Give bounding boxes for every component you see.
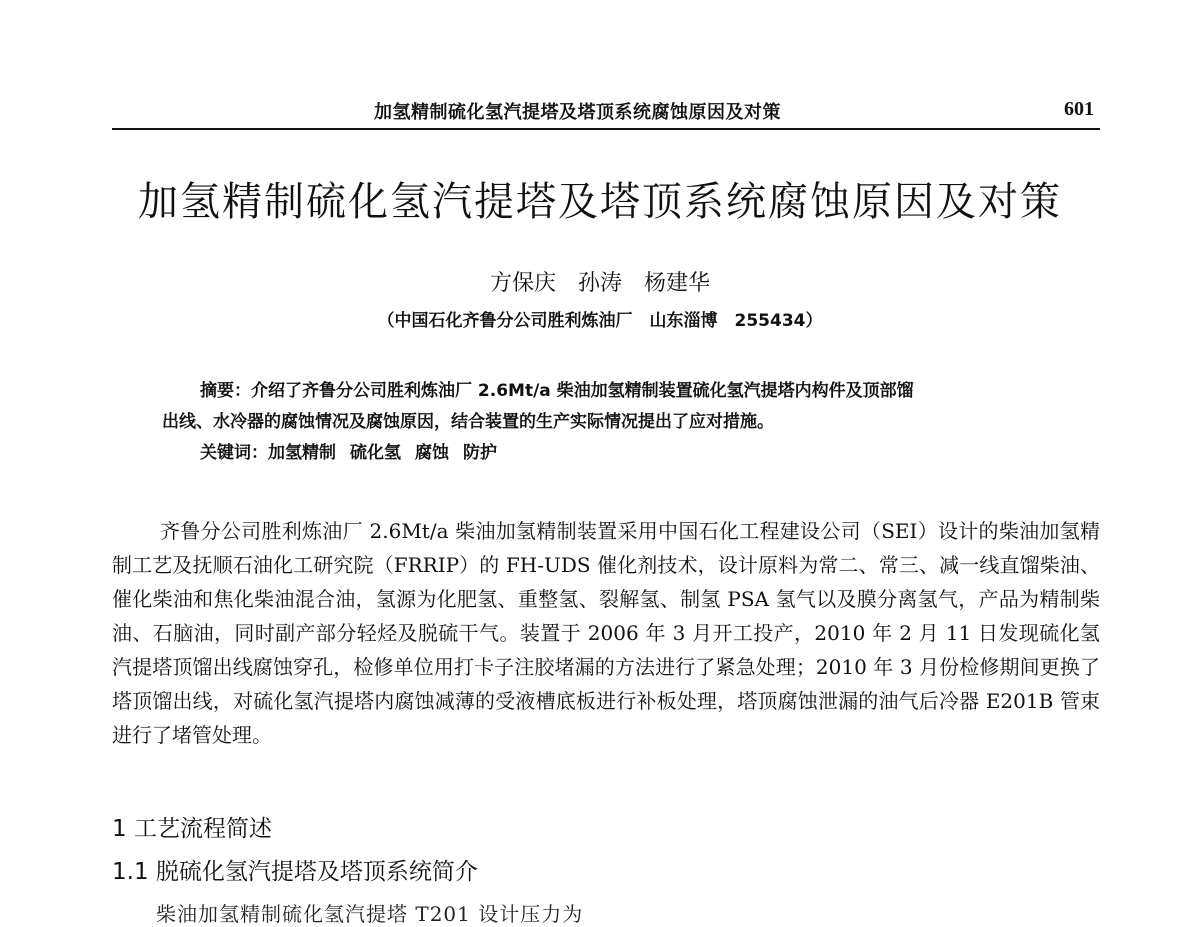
abstract-first-line xyxy=(162,376,1062,407)
truncated-text-line xyxy=(156,896,1056,926)
abstract-text-1: 介绍了齐鲁分公司胜利炼油厂 2.6Mt/a 柴油加氢精制装置硫化氢汽提塔内构件及顶部馏 xyxy=(251,381,914,401)
keyword: 硫化氢 xyxy=(350,443,401,463)
intro-paragraph: 齐鲁分公司胜利炼油厂 2.6Mt/a 柴油加氢精制装置采用中国石化工程建设公司（SEI）设计的柴油加氢精制工艺及抚顺石油化工研究院（FRRIP）的 FH-UDS 催化剂技术，设计原料为常二、常三、减一线直馏柴油、催化柴油和焦化柴油混合油，氢源为化肥氢、重整氢、裂解氢、制氢 PSA 氢气以及膜分离氢气，产品为精制柴油、石脑油，同时副产部分轻烃及脱硫干气。装置于 2006 年 3 月开工投产，2010 年 2 月 11 日发现硫化氢汽提塔顶馏出线腐蚀穿孔，检修单位用打卡子注胶堵漏的方法进行了紧急处理；2010 年 3 月份检修期间更换了塔顶馏出线，对硫化氢汽提塔内腐蚀减薄的受液槽底板进行补板处理，塔顶腐蚀泄漏的油气后冷器 E201B 管束进行了堵管处理。 xyxy=(112,519,1100,747)
section-heading-1: 1 工艺流程简述 xyxy=(112,816,272,842)
abstract-block xyxy=(162,376,1062,469)
abstract-label: 摘要： xyxy=(200,381,251,401)
truncated-text: 柴油加氢精制硫化氢汽提塔 T201 设计压力为 xyxy=(156,902,584,926)
keywords-line xyxy=(162,438,1062,469)
article-title: 加氢精制硫化氢汽提塔及塔顶系统腐蚀原因及对策 xyxy=(138,179,1062,225)
section-heading-1-1: 1.1 脱硫化氢汽提塔及塔顶系统简介 xyxy=(112,859,478,885)
abstract-second-line xyxy=(162,407,1062,438)
running-header xyxy=(112,92,1100,130)
author-list: 方保庆 孙涛 杨建华 xyxy=(489,271,710,296)
keyword: 防护 xyxy=(463,443,497,463)
page-number: 601 xyxy=(1064,98,1094,120)
keywords-label: 关键词： xyxy=(200,443,268,463)
running-title: 加氢精制硫化氢汽提塔及塔顶系统腐蚀原因及对策 xyxy=(374,102,781,123)
abstract-text-2: 出线、水冷器的腐蚀情况及腐蚀原因，结合装置的生产实际情况提出了应对措施。 xyxy=(162,412,774,432)
keyword: 腐蚀 xyxy=(415,443,449,463)
author-affiliation: （中国石化齐鲁分公司胜利炼油厂 山东淄博 255434） xyxy=(377,311,823,331)
keyword: 加氢精制 xyxy=(268,443,336,463)
